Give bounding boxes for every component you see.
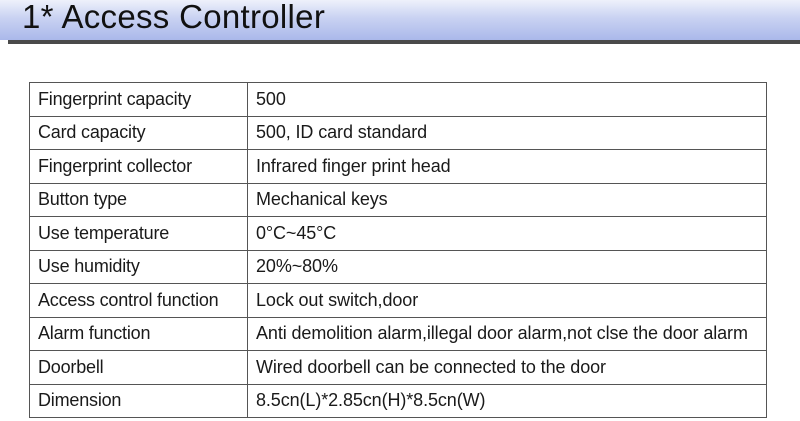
title-bar — [0, 0, 800, 40]
table-row — [30, 150, 767, 184]
spec-value-use-humidity: 20%~80% — [248, 250, 767, 284]
table-row — [30, 351, 767, 385]
spec-label-use-temperature: Use temperature — [30, 217, 248, 251]
spec-label-button-type: Button type — [30, 183, 248, 217]
table-row — [30, 83, 767, 117]
spec-label-doorbell: Doorbell — [30, 351, 248, 385]
spec-value-fingerprint-collector: Infrared finger print head — [248, 150, 767, 184]
table-row — [30, 116, 767, 150]
title-underline — [8, 40, 800, 44]
page-title: 1* Access Controller — [22, 0, 326, 35]
table-row — [30, 250, 767, 284]
spec-value-fingerprint-capacity: 500 — [248, 83, 767, 117]
spec-table — [29, 82, 767, 418]
spec-label-alarm-function: Alarm function — [30, 317, 248, 351]
table-row — [30, 317, 767, 351]
spec-value-dimension: 8.5cn(L)*2.85cn(H)*8.5cn(W) — [248, 384, 767, 418]
spec-label-card-capacity: Card capacity — [30, 116, 248, 150]
spec-value-button-type: Mechanical keys — [248, 183, 767, 217]
spec-value-use-temperature: 0°C~45°C — [248, 217, 767, 251]
table-row — [30, 183, 767, 217]
spec-label-fingerprint-collector: Fingerprint collector — [30, 150, 248, 184]
table-row — [30, 217, 767, 251]
table-row — [30, 384, 767, 418]
spec-label-fingerprint-capacity: Fingerprint capacity — [30, 83, 248, 117]
spec-label-dimension: Dimension — [30, 384, 248, 418]
spec-value-access-control-function: Lock out switch,door — [248, 284, 767, 318]
spec-label-access-control-function: Access control function — [30, 284, 248, 318]
spec-value-card-capacity: 500, ID card standard — [248, 116, 767, 150]
spec-label-use-humidity: Use humidity — [30, 250, 248, 284]
table-row — [30, 284, 767, 318]
spec-value-doorbell: Wired doorbell can be connected to the door — [248, 351, 767, 385]
spec-value-alarm-function: Anti demolition alarm,illegal door alarm,not clse the door alarm — [248, 317, 767, 351]
